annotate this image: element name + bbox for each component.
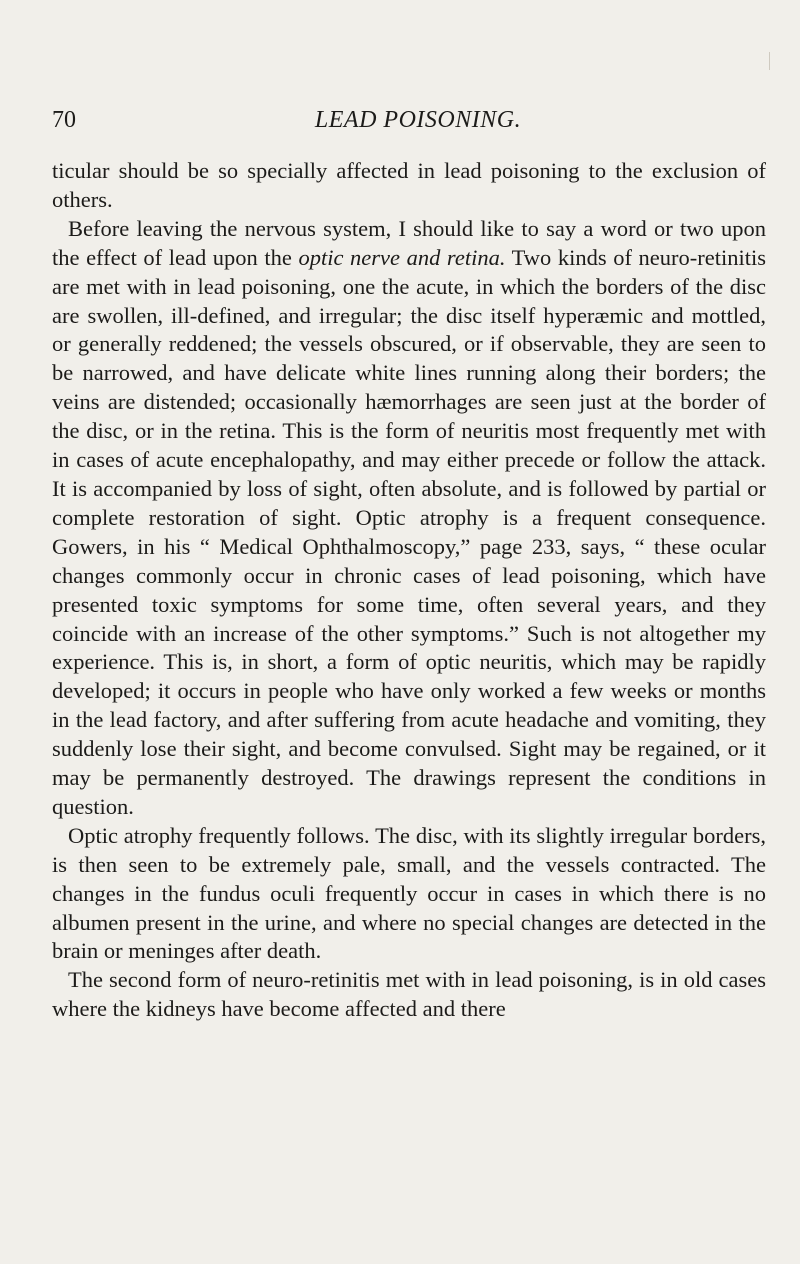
running-title: LEAD POISONING. bbox=[314, 107, 522, 133]
paragraph-optic-atrophy: Optic atrophy frequently follows. The disc, with its slightly irregular borders, is then seen to be extremely pale, small, and the vessels contracted. The changes in the fundus oculi frequently occur in cases in which there is no albumen present in the urine, and where no special changes are detected in the brain or meninges after death. bbox=[52, 822, 766, 964]
page-number: 70 bbox=[52, 107, 76, 133]
paragraph-text: Two kinds of neuro-retinitis are met with in lead poisoning, one the acute, in which the borders of the disc are swollen, ill-defined, and irregular; the disc itself hyperæmic and mottled, or generally reddened; the vessels obscured, or if observable, they are seen to be narrowed, and have delicate white lines running along their borders; the veins are distended; occasionally hæmorrhages are seen just at the border of the disc, or in the retina. This is the form of neuritis most frequently met with in cases of acute encephalopathy, and may either precede or follow the attack. It is accompanied by loss of sight, often absolute, and is followed by partial or complete restoration of sight. Optic atrophy is a frequent consequence. Gowers, in his “ Medical Ophthalmoscopy,” page 233, says, “ these ocular changes commonly occur in chronic cases of lead poisoning, which have presented toxic symptoms for some time, often several years, and they coincide with an increase of the other symptoms.” Such is not altogether my experience. This is, in short, a form of optic neuritis, which may be rapidly developed; it occurs in people who have only worked a few weeks or months in the lead factory, and after suffering from acute headache and vomiting, they suddenly lose their sight, and become convulsed. Sight may be regained, or it may be permanently destroyed. The drawings represent the conditions in question. bbox=[52, 244, 766, 819]
italic-term: optic nerve and retina. bbox=[298, 244, 506, 270]
page-edge-mark bbox=[769, 52, 770, 70]
body-text bbox=[52, 157, 766, 1024]
paragraph-optic-nerve bbox=[52, 215, 766, 822]
paragraph-text: Before leaving the nervous system, I should like to say a word or two upon the effect of lead upon the bbox=[52, 215, 766, 270]
paragraph-continuation: ticular should be so specially affected in lead poisoning to the exclusion of others. bbox=[52, 158, 766, 212]
paragraph-second-form: The second form of neuro-retinitis met with in lead poisoning, is in old cases where the kidneys have become affected and there bbox=[52, 967, 766, 1022]
running-head bbox=[52, 103, 764, 137]
